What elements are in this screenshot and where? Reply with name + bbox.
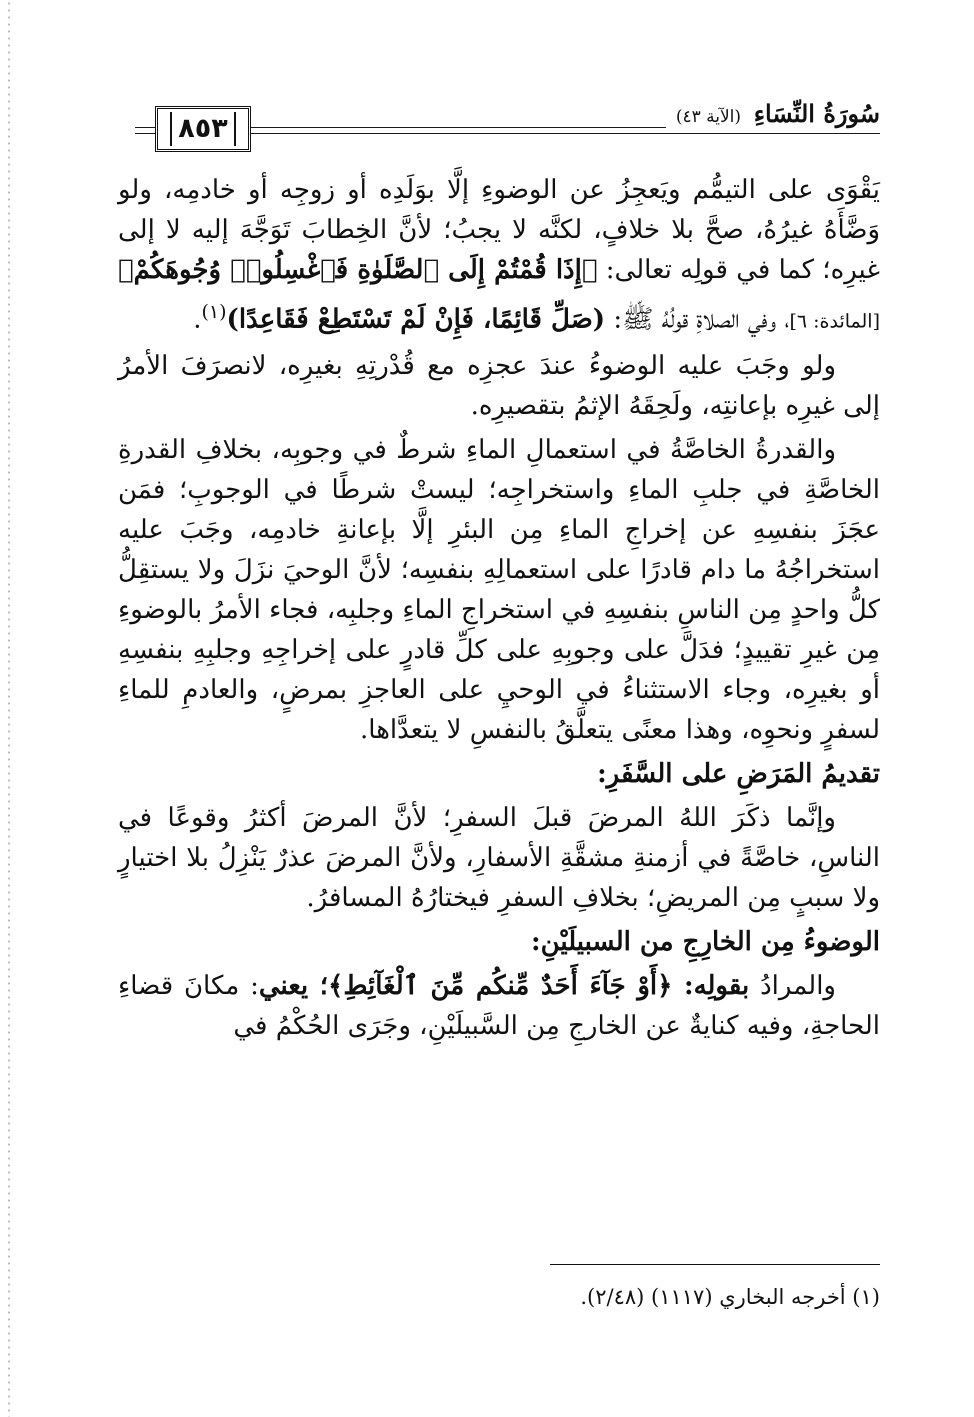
scan-edge-dots bbox=[6, 0, 12, 1417]
section-heading-wudu: الوضوءُ مِن الخارِجِ من السبيلَيْنِ: bbox=[530, 926, 880, 957]
paragraph-4: وإنَّما ذكَرَ اللهُ المرضَ قبلَ السفرِ؛ لأنَّ المرضَ أكثرُ وقوعًا في الناسِ، خاصَّةً في أزمنةِ مشقَّةِ الأسفارِ، ولأنَّ المرضَ عذرٌ يَنْزِلُ بلا اختيارٍ ولا سببٍ مِن المريضِ؛ بخلافِ السفرِ فيختارُهُ المسافرُ. bbox=[118, 802, 880, 913]
section-heading-illness: تقديمُ المَرَضِ على السَّفَرِ: bbox=[597, 758, 880, 789]
paragraph-1 bbox=[118, 170, 880, 342]
main-text bbox=[118, 170, 880, 1046]
header-rule-bottom bbox=[247, 133, 880, 134]
surah-title bbox=[666, 99, 880, 128]
footnote: (١) أخرجه البخاري (١١١٧) (٢/٤٨). bbox=[580, 1285, 880, 1309]
paragraph-1-text-a: يَقْوَى على التيمُّم ويَعجِزُ عن الوضوءِ إلَّا بوَلَدِه أو زوجِه أو خادمِه، ولو وَضَّأَهُ غيرُهُ، صحَّ بلا خلافٍ، لكنَّه لا يجبُ؛ لأنَّ الخِطابَ تَوَجَّهَ إليه لا إلى غيرِه؛ كما في قولِه تعالى: bbox=[118, 175, 880, 285]
quran-verse-maidah: ﴿إِذَا قُمْتُمْ إِلَى ٱلصَّلَوٰةِ فَٱغْسِلُوا۟ وُجُوهَكُمْ﴾ bbox=[118, 255, 598, 285]
verse-reference: [المائدة: ٦] bbox=[789, 310, 880, 333]
paragraph-5-text-a: والمرادُ bbox=[749, 970, 836, 1001]
hadith-quote: (صَلِّ قَائِمًا، فَإِنْ لَمْ تَسْتَطِعْ فَقَاعِدًا) bbox=[226, 304, 606, 335]
page-header bbox=[135, 96, 880, 156]
footnote-divider bbox=[550, 1264, 880, 1265]
page-number: ٨٥٣ bbox=[170, 112, 235, 146]
paragraph-1-text-c: . bbox=[193, 304, 202, 335]
page-number-box bbox=[155, 106, 251, 152]
paragraph-3: والقدرةُ الخاصَّةُ في استعمالِ الماءِ شرطٌ في وجوبِه، بخلافِ القدرةِ الخاصَّةِ في جلبِ الماءِ واستخراجِه؛ ليستْ شرطًا في الوجوبِ؛ فمَن عجَزَ بنفسِهِ عن إخراجِ الماءِ مِن البئرِ إلَّا بإعانةِ خادمِه، وجَبَ عليه استخراجُهُ ما دام قادرًا على استعمالِهِ بنفسِه؛ لأنَّ الوحيَ نزَلَ ولا يستقِلُّ كلُّ واحدٍ مِن الناسِ بنفسِهِ في استخراجِ الماءِ وجلبِه، فجاء الأمرُ بالوضوءِ مِن غيرِ تقييدٍ؛ فدَلَّ على وجوبِهِ على كلِّ قادرٍ على إخراجِهِ وجلبِهِ بنفسِهِ أو بغيرِه، وجاء الاستثناءُ في الوحيِ على العاجزِ بمرضٍ، والعادمِ للماءِ لسفرٍ ونحوِه، وهذا معنًى يتعلَّقُ بالنفسِ لا يتعدَّاها. bbox=[118, 434, 880, 745]
header-rule-left-bottom bbox=[135, 133, 157, 134]
surah-name: سُورَةُ النِّسَاءِ bbox=[753, 99, 880, 128]
paragraph-5 bbox=[118, 966, 880, 1046]
paragraph-5-bold-b: ؛ يعني bbox=[258, 970, 329, 1001]
paragraph-5-text-b: : مكانَ قضاءِ الحاجةِ، وفيه كنايةٌ عن الخارجِ مِن السَّبيلَيْنِ، وجَرَى الحُكْمُ في bbox=[118, 970, 880, 1041]
paragraph-2: ولو وجَبَ عليه الوضوءُ عندَ عجزِه مع قُدْرتِهِ بغيرِه، لانصرَفَ الأمرُ إلى غيرِه بإعانتِه، ولَحِقَهُ الإثمُ بتقصيرِه. bbox=[118, 350, 880, 421]
quran-verse-nisa: ﴿أَوْ جَآءَ أَحَدٌ مِّنكُم مِّنَ ٱلْغَآئِطِ﴾ bbox=[328, 970, 673, 1001]
ayah-reference: (الآية ٤٣) bbox=[675, 107, 742, 127]
paragraph-1-text-b: ، وفي الصلاةِ قولُهُ ﷺ: bbox=[605, 304, 790, 335]
paragraph-5-bold-a: بقولِه: bbox=[672, 970, 750, 1001]
footnote-marker[interactable]: (١) bbox=[201, 301, 227, 323]
header-rule-left-top bbox=[135, 127, 157, 128]
